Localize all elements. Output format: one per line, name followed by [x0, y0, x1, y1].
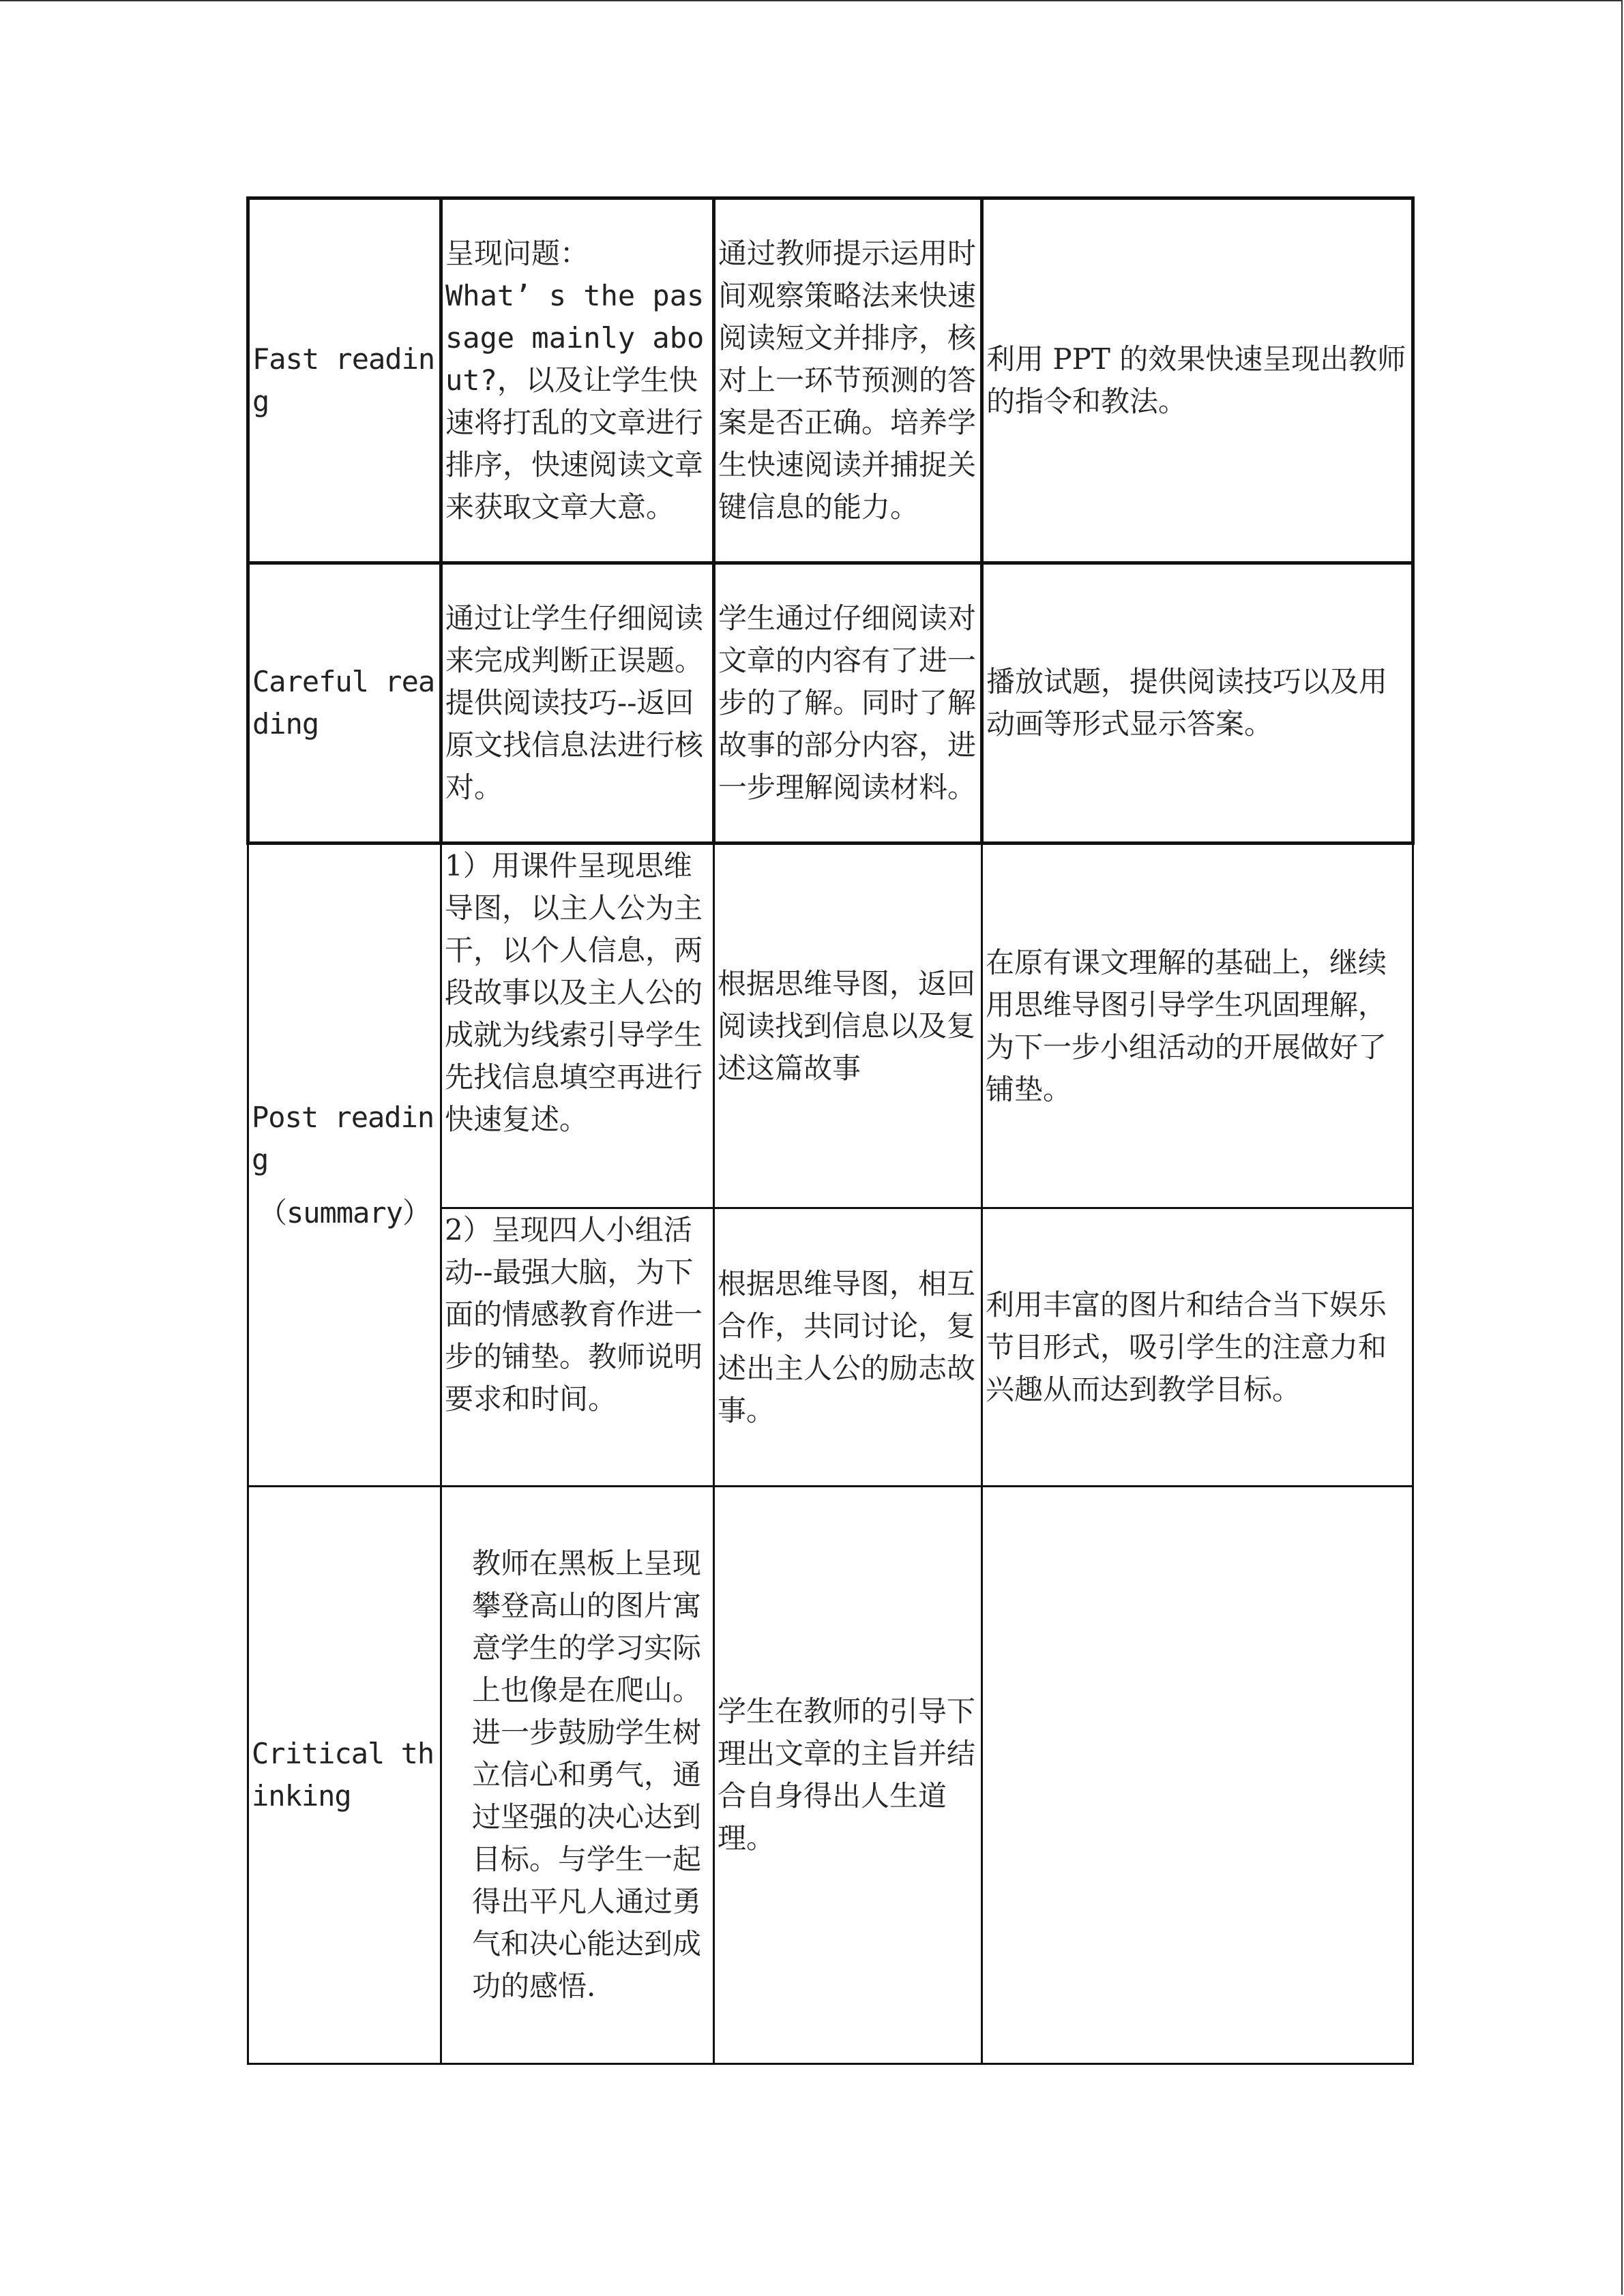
table-row-critical-thinking: [248, 1487, 1413, 2064]
stage-sublabel-summary: （summary）: [258, 1195, 430, 1229]
student-cell-careful-reading: 学生通过仔细阅读对文章的内容有了进一步的了解。同时了解故事的部分内容，进一步理解阅读材料。: [714, 563, 982, 844]
activity-cell-critical-thinking: 教师在黑板上呈现攀登高山的图片寓意学生的学习实际上也像是在爬山。进一步鼓励学生树立信心和勇气，通过坚强的决心达到目标。与学生一起得出平凡人通过勇气和决心能达到成功的感悟.: [441, 1487, 714, 2064]
purpose-cell-fast-reading: 利用 PPT 的效果快速呈现出教师的指令和教法。: [982, 198, 1413, 563]
stage-label-post-reading: Post reading: [252, 1100, 434, 1176]
student-cell-critical-thinking: 学生在教师的引导下理出文章的主旨并结合自身得出人生道理。: [714, 1487, 982, 2064]
purpose-cell-careful-reading: 播放试题，提供阅读技巧以及用动画等形式显示答案。: [982, 563, 1413, 844]
activity-prompt-label: 呈现问题：: [445, 237, 589, 270]
activity-cell-fast-reading: [441, 198, 714, 563]
activity-cell-post-reading-2: 2）呈现四人小组活动--最强大脑，为下面的情感教育作进一步的铺垫。教师说明要求和时间。: [441, 1208, 714, 1487]
stage-cell-careful-reading: Careful reading: [248, 563, 441, 844]
activity-question-text: What’ s the passage mainly about?，以及让学生快速将打乱的文章进行排序，快速阅读文章来获取文章大意。: [445, 279, 705, 524]
lesson-plan-table: [246, 196, 1415, 2065]
purpose-cell-post-reading-2: 利用丰富的图片和结合当下娱乐节目形式，吸引学生的注意力和兴趣从而达到教学目标。: [982, 1208, 1413, 1487]
stage-cell-fast-reading: Fast reading: [248, 198, 441, 563]
purpose-cell-post-reading-1: 在原有课文理解的基础上，继续用思维导图引导学生巩固理解，为下一步小组活动的开展做好了铺垫。: [982, 844, 1413, 1208]
student-cell-fast-reading: 通过教师提示运用时间观察策略法来快速阅读短文并排序，核对上一环节预测的答案是否正确。培养学生快速阅读并捕捉关键信息的能力。: [714, 198, 982, 563]
table-row-post-reading-1: [248, 844, 1413, 1208]
table-row-careful-reading: [248, 563, 1413, 844]
stage-cell-critical-thinking: Critical thinking: [248, 1487, 441, 2064]
student-cell-post-reading-1: 根据思维导图，返回阅读找到信息以及复述这篇故事: [714, 844, 982, 1208]
stage-cell-post-reading: [248, 844, 441, 1487]
student-cell-post-reading-2: 根据思维导图，相互合作，共同讨论，复述出主人公的励志故事。: [714, 1208, 982, 1487]
activity-cell-careful-reading: 通过让学生仔细阅读来完成判断正误题。提供阅读技巧--返回原文找信息法进行核对。: [441, 563, 714, 844]
table-row-fast-reading: [248, 198, 1413, 563]
activity-cell-post-reading-1: 1）用课件呈现思维导图，以主人公为主干，以个人信息，两段故事以及主人公的成就为线索引导学生先找信息填空再进行快速复述。: [441, 844, 714, 1208]
purpose-cell-critical-thinking: [982, 1487, 1413, 2064]
